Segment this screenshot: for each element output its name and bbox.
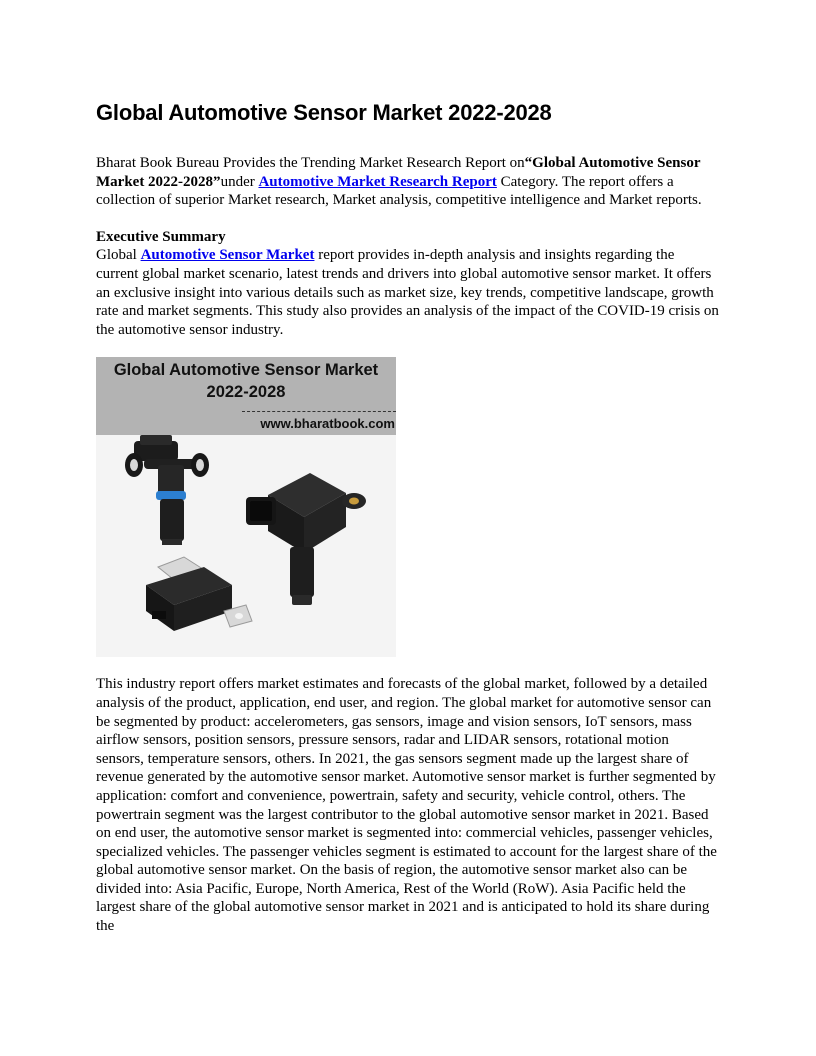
cover-url: www.bharatbook.com: [260, 416, 395, 432]
intro-report-title: “Global Automotive Sensor Market 2022-2028”: [96, 155, 701, 190]
cover-title-line1: Global Automotive Sensor Market: [113, 361, 379, 380]
map-sensor-graphic: [246, 473, 366, 605]
intro-text-rest: Category. The report offers a collection of superior Market research, Market analysis, competitive intelligence and Market reports.: [96, 173, 702, 209]
executive-summary-heading: Executive Summary: [96, 228, 226, 245]
cover-title: [96, 359, 396, 403]
report-cover-image: [96, 357, 396, 657]
position-sensor-graphic: [125, 435, 209, 545]
executive-summary: [96, 228, 720, 340]
cover-divider: [242, 411, 396, 412]
executive-prefix: Global: [96, 247, 141, 264]
accelerometer-graphic: [146, 557, 252, 631]
automotive-sensor-market-link[interactable]: Automotive Sensor Market: [140, 247, 315, 264]
automotive-market-research-link[interactable]: Automotive Market Research Report: [258, 173, 497, 190]
cover-title-line2: 2022-2028: [206, 383, 286, 402]
intro-text: Bharat Book Bureau Provides the Trending Market Research Report on: [96, 155, 525, 171]
intro-text-under: under: [220, 173, 259, 190]
intro-paragraph: [96, 154, 720, 210]
document-page: [96, 98, 720, 936]
sensor-product-photo: [96, 435, 396, 657]
industry-report-paragraph: This industry report offers market estimates and forecasts of the global market, followed by a detailed analysis of the product, application, end user, and region. The global market for automotive sensor can be segmented by product: accelerometers, gas sensors, image and vision sensors, IoT sensors, mass airflow sensors, position sensors, pressure sensors, radar and LIDAR sensors, rotational motion sensors, temperature sensors, others. In 2021, the gas sensors segment made up the largest share of revenue generated by the automotive sensor market. Automotive sensor market is further segmented by application: comfort and convenience, powertrain, safety and security, vehicle control, others. The powertrain segment was the largest contributor to the global automotive sensor market in 2021. Based on end user, the automotive sensor market is segmented into: commercial vehicles, passenger vehicles, specialized vehicles. The passenger vehicles segment is estimated to account for the largest share of the global automotive sensor market. On the basis of region, the automotive sensor market also can be divided into: Asia Pacific, Europe, North America, Rest of the World (RoW). Asia Pacific held the largest share of the global automotive sensor market in 2021 and is anticipated to hold its share during the: [96, 676, 717, 935]
page-title: Global Automotive Sensor Market 2022-2028: [96, 100, 552, 125]
sensors-illustration: [96, 435, 396, 657]
executive-text: report provides in-depth analysis and insights regarding the current global market scenario, latest trends and drivers into global automotive sensor market. It offers an exclusive insight into various details such as market size, key trends, competitive landscape, growth rate and market segments. This study also provides an analysis of the impact of the COVID-19 crisis on the automotive sensor industry.: [96, 247, 719, 338]
